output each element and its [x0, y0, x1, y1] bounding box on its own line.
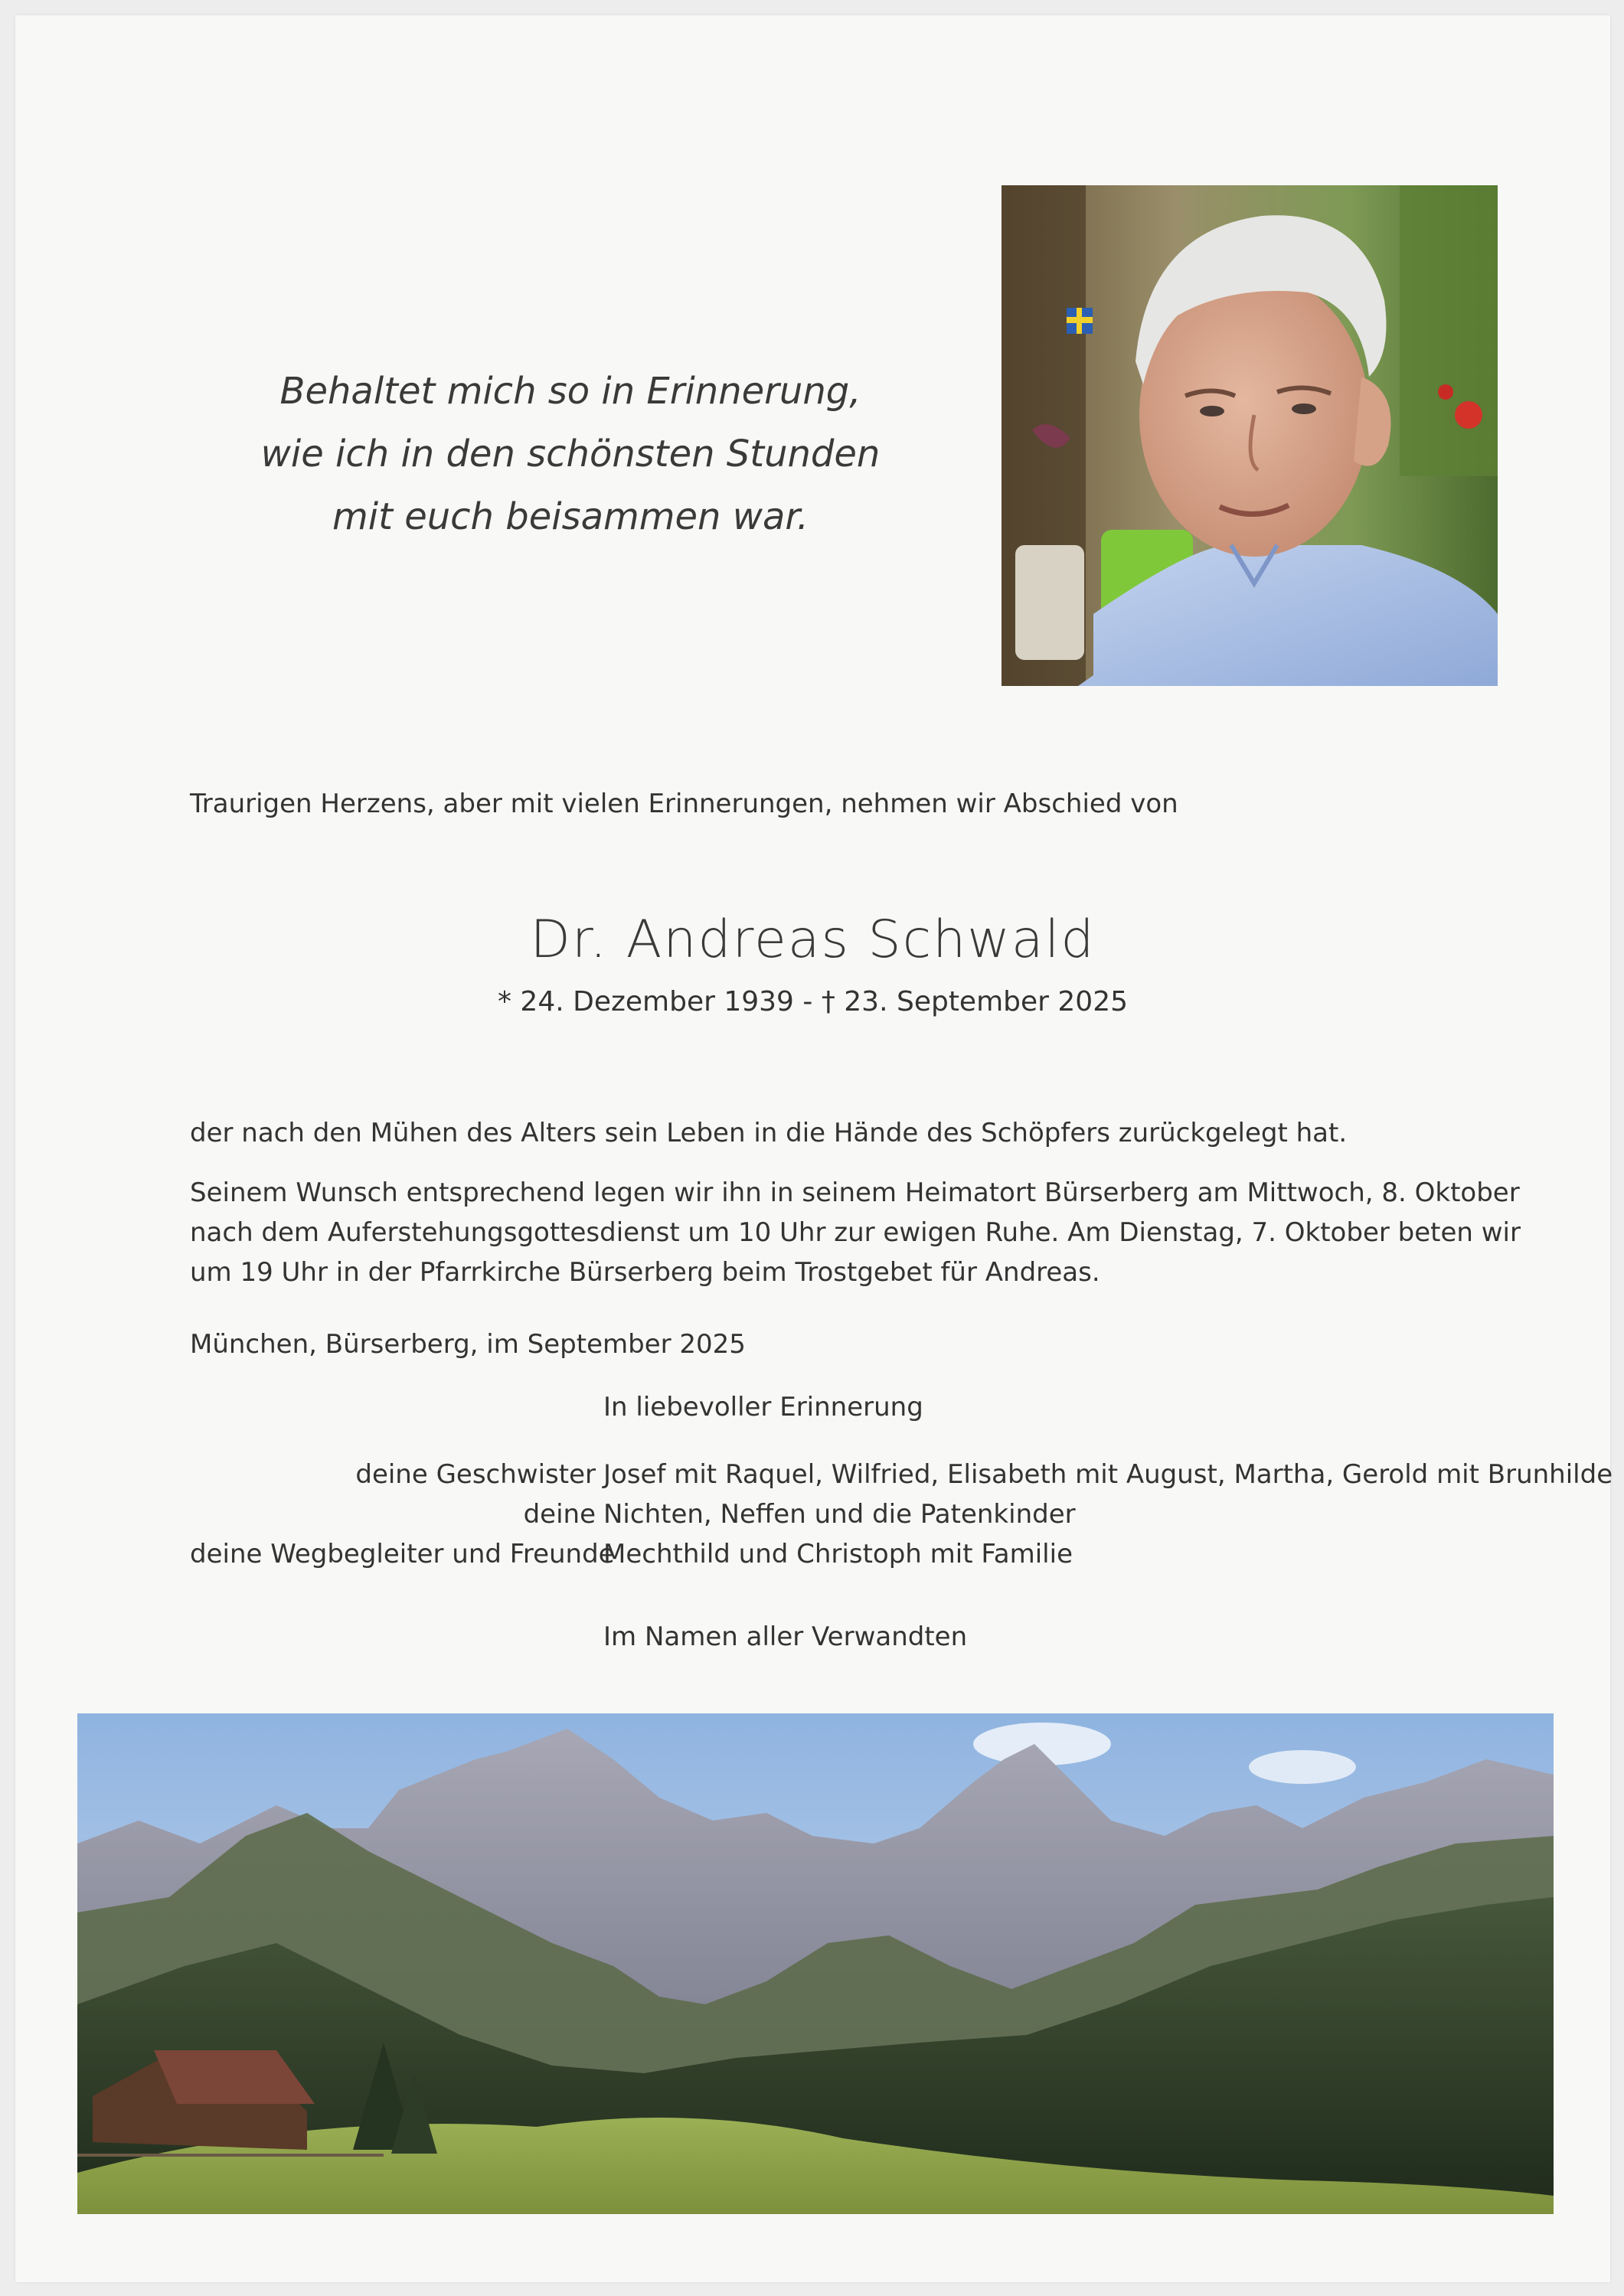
deceased-name: Dr. Andreas Schwald	[530, 910, 1096, 970]
quote-line: Behaltet mich so in Erinnerung,	[279, 370, 861, 413]
mourner-relation: deine Wegbegleiter und Freunde	[190, 1539, 615, 1569]
portrait-illustration	[1002, 185, 1498, 686]
life-dates: * 24. Dezember 1939 - † 23. September 2025	[497, 986, 1129, 1017]
mourner-relation: deine	[523, 1499, 596, 1530]
mourner-row	[190, 1494, 1613, 1534]
funeral-line: Seinem Wunsch entsprechend legen wir ihn in seinem Heimatort Bürserberg am Mittwoch, 8. Oktober	[190, 1177, 1520, 1208]
mourner-row	[190, 1534, 1613, 1574]
mourner-names: Nichten, Neffen und die Patenkinder	[603, 1499, 1076, 1530]
intro-text: Traurigen Herzens, aber mit vielen Erinnerungen, nehmen wir Abschied von	[190, 789, 1178, 819]
signature-heading: In liebevoller Erinnerung	[603, 1392, 923, 1422]
funeral-details	[190, 1173, 1522, 1292]
signature-footer: Im Namen aller Verwandten	[603, 1622, 968, 1652]
mountain-landscape-photo	[77, 1713, 1554, 2214]
quote-line: mit euch beisammen war.	[332, 495, 809, 538]
obituary-page	[15, 15, 1613, 2282]
mourners-list	[190, 1455, 1613, 1574]
funeral-line: um 19 Uhr in der Pfarrkirche Bürserberg beim Trostgebet für Andreas.	[190, 1257, 1100, 1288]
portrait-photo	[1002, 185, 1498, 686]
place-date: München, Bürserberg, im September 2025	[190, 1329, 746, 1360]
memorial-quote	[245, 360, 896, 548]
mourner-relation: deine Geschwister	[355, 1459, 596, 1490]
mourner-row	[190, 1455, 1613, 1494]
mountain-illustration	[77, 1713, 1554, 2214]
mourner-names: Mechthild und Christoph mit Familie	[603, 1539, 1073, 1569]
funeral-line: nach dem Auferstehungsgottesdienst um 10 Uhr zur ewigen Ruhe. Am Dienstag, 7. Oktober beten wir	[190, 1217, 1521, 1248]
quote-line: wie ich in den schönsten Stunden	[260, 433, 881, 475]
mourner-names: Josef mit Raquel, Wilfried, Elisabeth mit August, Martha, Gerold mit Brunhilde	[603, 1459, 1613, 1490]
body-line: der nach den Mühen des Alters sein Leben in die Hände des Schöpfers zurückgelegt hat.	[190, 1118, 1348, 1148]
